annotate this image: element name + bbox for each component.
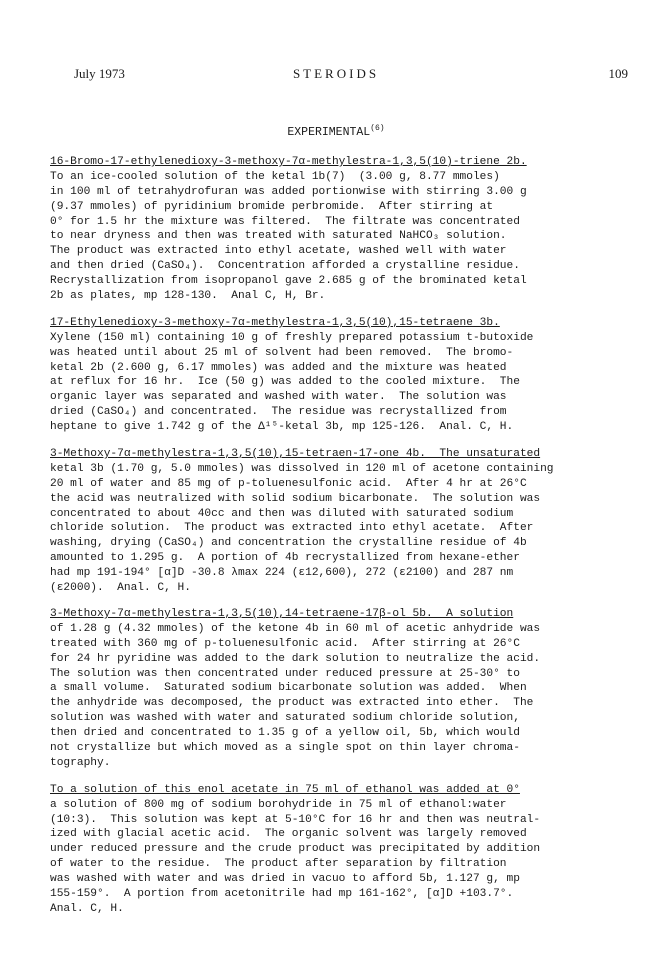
text-line: of water to the residue. The product after separation by filtration: [50, 858, 507, 871]
compound-title-line: 16-Bromo-17-ethylenedioxy-3-methoxy-7α-methylestra-1,3,5(10)-triene 2b.: [50, 156, 527, 168]
running-header: [0, 66, 672, 86]
text-line: a small volume. Saturated sodium bicarbonate solution was added. When: [50, 682, 527, 695]
text-line: To an ice-cooled solution of the ketal 1b(7) (3.00 g, 8.77 mmoles): [50, 170, 500, 183]
text-line: 20 ml of water and 85 mg of p-toluenesulfonic acid. After 4 hr at 26°C: [50, 477, 527, 490]
text-line: dried (CaSO₄) and concentrated. The residue was recrystallized from: [50, 406, 507, 419]
text-line: Recrystallization from isopropanol gave 2.685 g of the brominated ketal: [50, 275, 527, 288]
text-line: the anhydride was decomposed, the product was extracted into ether. The: [50, 697, 534, 710]
text-line: at reflux for 16 hr. Ice (50 g) was added to the cooled mixture. The: [50, 376, 520, 389]
text-line: ized with glacial acetic acid. The organic solvent was largely removed: [50, 828, 527, 841]
text-line: organic layer was separated and washed with water. The solution was: [50, 391, 507, 404]
section-heading-reference: (6): [370, 124, 385, 133]
experimental-body: [50, 155, 650, 932]
page-number: 109: [608, 66, 628, 81]
text-line: had mp 191-194° [α]D -30.8 λmax 224 (ε12,600), 272 (ε2100) and 287 nm: [50, 567, 514, 580]
text-line: to near dryness and then was treated with saturated NaHCO₃ solution.: [50, 230, 507, 243]
journal-date: July 1973: [74, 66, 125, 81]
compound-title-line: To a solution of this enol acetate in 75 ml of ethanol was added at 0°: [50, 783, 520, 796]
text-line: washing, drying (CaSO₄) and concentration the crystalline residue of 4b: [50, 537, 527, 550]
paragraph-5: [50, 783, 650, 917]
text-line: 155-159°. A portion from acetonitrile had mp 161-162°, [α]D +103.7°.: [50, 887, 514, 900]
text-line: a solution of 800 mg of sodium borohydride in 75 ml of ethanol:water: [50, 798, 507, 811]
section-heading-text: EXPERIMENTAL: [287, 125, 371, 139]
section-heading: [0, 124, 672, 139]
text-line: in 100 ml of tetrahydrofuran was added portionwise with stirring 3.00 g: [50, 185, 527, 198]
text-line: 2b as plates, mp 128-130. Anal C, H, Br.: [50, 290, 326, 303]
text-line: was heated until about 25 ml of solvent had been removed. The bromo-: [50, 346, 514, 359]
text-line: chloride solution. The product was extracted into ethyl acetate. After: [50, 522, 534, 535]
text-line: and then dried (CaSO₄). Concentration afforded a crystalline residue.: [50, 260, 520, 273]
text-line: tography.: [50, 756, 111, 769]
text-line: then dried and concentrated to 1.35 g of a yellow oil, 5b, which would: [50, 727, 520, 740]
compound-title-line: 3-Methoxy-7α-methylestra-1,3,5(10),14-tetraene-17β-ol 5b. A solution: [50, 607, 514, 620]
text-line: under reduced pressure and the crude product was precipitated by addition: [50, 843, 541, 856]
paragraph-2: [50, 316, 650, 435]
text-line: The solution was then concentrated under reduced pressure at 25-30° to: [50, 667, 520, 680]
text-line: The product was extracted into ethyl acetate, washed well with water: [50, 245, 507, 258]
text-line: (9.37 mmoles) of pyridinium bromide perbromide. After stirring at: [50, 200, 494, 213]
text-line: solution was washed with water and saturated sodium chloride solution,: [50, 712, 520, 725]
text-line: concentrated to about 40cc and then was diluted with saturated sodium: [50, 507, 514, 520]
text-line: for 24 hr pyridine was added to the dark solution to neutralize the acid.: [50, 652, 541, 665]
compound-title-line: 17-Ethylenedioxy-3-methoxy-7α-methylestra-1,3,5(10),15-tetraene 3b.: [50, 316, 500, 329]
text-line: heptane to give 1.742 g of the Δ¹⁵-ketal 3b, mp 125-126. Anal. C, H.: [50, 421, 514, 434]
text-line: Xylene (150 ml) containing 10 g of freshly prepared potassium t-butoxide: [50, 331, 534, 344]
text-line: (10:3). This solution was kept at 5-10°C for 16 hr and then was neutral-: [50, 813, 541, 826]
text-line: amounted to 1.295 g. A portion of 4b recrystallized from hexane-ether: [50, 552, 520, 565]
text-line: (ε2000). Anal. C, H.: [50, 582, 191, 595]
text-line: not crystallize but which moved as a single spot on thin layer chroma-: [50, 741, 520, 754]
text-line: 0° for 1.5 hr the mixture was filtered. The filtrate was concentrated: [50, 215, 520, 228]
paragraph-4: [50, 607, 650, 771]
text-line: of 1.28 g (4.32 mmoles) of the ketone 4b in 60 ml of acetic anhydride was: [50, 622, 541, 635]
text-line: was washed with water and was dried in vacuo to afford 5b, 1.127 g, mp: [50, 873, 520, 886]
text-line: Anal. C, H.: [50, 902, 124, 915]
text-line: ketal 2b (2.600 g, 6.17 mmoles) was added and the mixture was heated: [50, 361, 507, 374]
text-line: ketal 3b (1.70 g, 5.0 mmoles) was dissolved in 120 ml of acetone containing: [50, 462, 554, 475]
text-line: the acid was neutralized with solid sodium bicarbonate. The solution was: [50, 492, 541, 505]
text-line: treated with 360 mg of p-toluenesulfonic acid. After stirring at 26°C: [50, 637, 520, 650]
compound-title-line: 3-Methoxy-7α-methylestra-1,3,5(10),15-tetraen-17-one 4b. The unsaturated: [50, 448, 541, 461]
journal-name: STEROIDS: [292, 66, 380, 81]
paragraph-1: [50, 155, 650, 304]
paragraph-3: [50, 447, 650, 596]
